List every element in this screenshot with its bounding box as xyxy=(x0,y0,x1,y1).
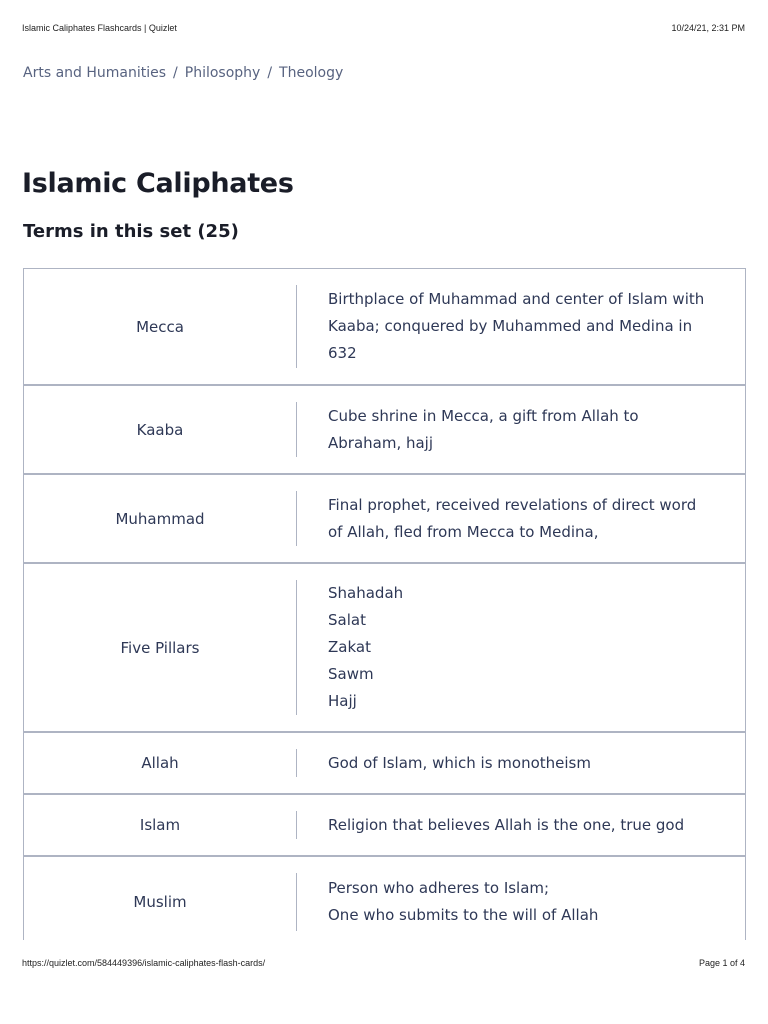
breadcrumb-separator: / xyxy=(173,65,178,81)
definition-text: Religion that believes Allah is the one, true god xyxy=(328,815,685,834)
breadcrumb xyxy=(23,65,343,81)
term-text: Muslim xyxy=(133,893,187,911)
term-text: Allah xyxy=(141,754,179,772)
terms-heading: Terms in this set (25) xyxy=(23,221,239,242)
term-text: Kaaba xyxy=(136,420,184,439)
print-header xyxy=(0,0,768,40)
term-row xyxy=(24,795,745,857)
breadcrumb-arts-and-humanities[interactable]: Arts and Humanities xyxy=(23,65,167,81)
page-title: Islamic Caliphates xyxy=(22,168,294,199)
print-url: https://quizlet.com/584449396/islamic-caliphates-flash-cards/ xyxy=(22,958,266,968)
term-text: Five Pillars xyxy=(120,638,200,657)
term-row xyxy=(24,733,745,795)
definition-text: Cube shrine in Mecca, a gift from Allah to Abraham, hajj xyxy=(328,406,639,452)
term-row xyxy=(24,269,745,386)
term-row xyxy=(24,475,745,564)
breadcrumb-philosophy[interactable]: Philosophy xyxy=(184,65,261,81)
term-row xyxy=(24,564,745,733)
print-date: 10/24/21, 2:31 PM xyxy=(671,23,745,33)
terms-list xyxy=(23,268,746,940)
term-text: Mecca xyxy=(136,317,184,336)
term-row xyxy=(24,857,745,940)
definition-text: God of Islam, which is monotheism xyxy=(328,753,591,772)
term-text: Muhammad xyxy=(115,509,205,528)
page-number: Page 1 of 4 xyxy=(698,958,745,968)
term-text: Islam xyxy=(139,816,181,834)
breadcrumb-theology[interactable]: Theology xyxy=(279,65,344,81)
term-row xyxy=(24,386,745,475)
print-doc-title: Islamic Caliphates Flashcards | Quizlet xyxy=(22,23,177,33)
definition-text: Final prophet, received revelations of direct word of Allah, fled from Mecca to Medina, xyxy=(328,495,697,541)
breadcrumb-separator: / xyxy=(267,65,273,81)
definition-text: Shahadah Salat Zakat Sawm Hajj xyxy=(328,584,404,710)
definition-text: Person who adheres to Islam; One who submits to the will of Allah xyxy=(328,879,599,924)
definition-text: Birthplace of Muhammad and center of Islam with Kaaba; conquered by Muhammed and Medina in 632 xyxy=(328,290,705,362)
